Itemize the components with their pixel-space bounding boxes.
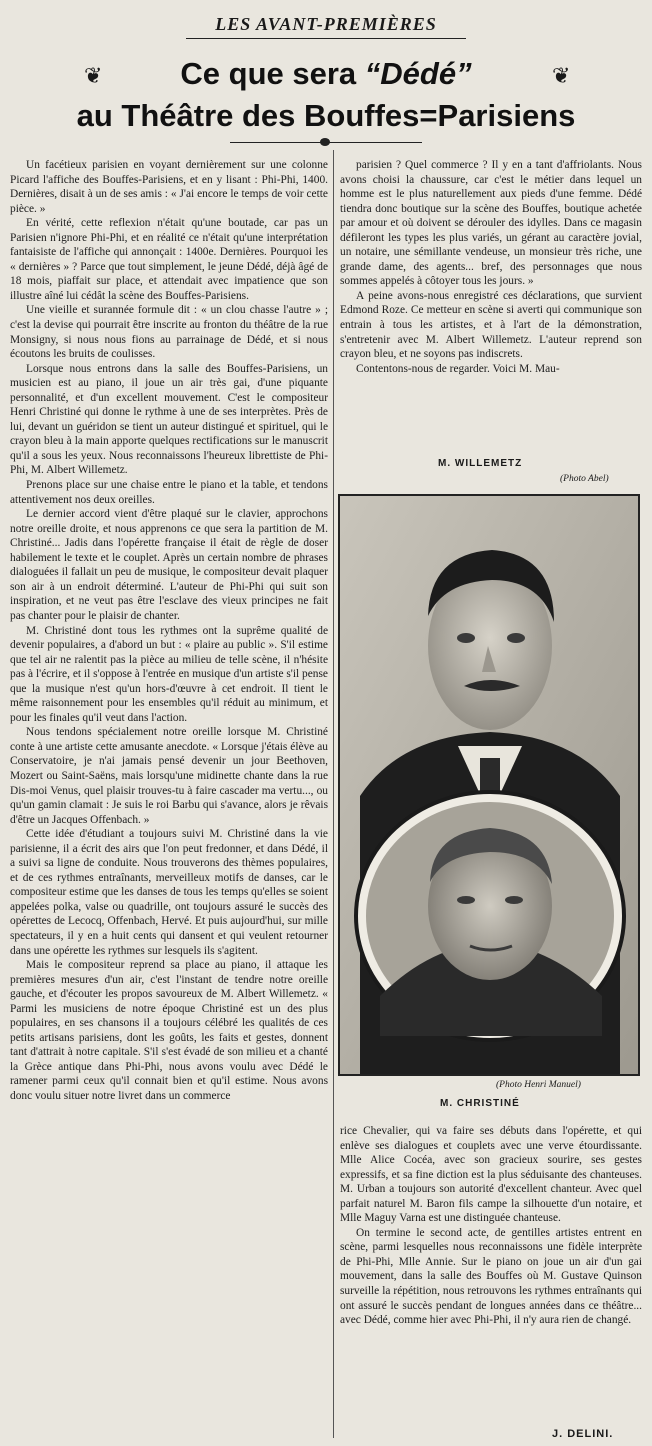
christine-portrait [356,792,624,1040]
photo-caption-christine: M. CHRISTINÉ [440,1098,520,1109]
paragraph: Prenons place sur une chaise entre le piano et la table, et tendons attentivement nos deux oreilles. [10,479,328,506]
paragraph: Cette idée d'étudiant a toujours suivi M. Christiné dans la vie parisienne, il a écrit des airs que l'on peut fredonner, et dans Dédé, il a suivi sa ligne de conduite. Nous trouverons des thèmes populaires, et de ces rythmes entraînants, merveilleux motifs de danses, car le compositeur estime que les danses de tous les temps qu'elles se soient appelées polka, valse ou quadrille, ont toujours assuré le succès des opérettes de Lecocq, Offenbach, Hervé. Et puis aujourd'hui, sur mille spectateurs, il y en a huit cents qui dansent et qui veulent retourner dans une opérette les rythmes sur lesquels ils s'agitent. [10,828,328,957]
paragraph: Nous tendons spécialement notre oreille lorsque M. Christiné conte à une artiste cette amusante anecdote. « Lorsque j'étais élève au Conservatoire, je n'ai jamais pensé devenir un jour Beethoven, Mozert ou Saint-Saëns, mais lorsqu'une midinette chante dans la rue Dis-moi Venus, quel plaisir trouves-tu à faire cascader ma vertu..., ou qu'un gamin clamait : Je suis le roi Barbu qui s'avance, alors je rêvais d'être un Jacques Offenbach. » [10,726,328,826]
right-column-top [340,158,642,376]
headline-line-1-pre: Ce que sera [180,56,365,91]
photo-composite [338,494,640,1076]
headline-play-title: “Dédé” [364,56,472,91]
photo-credit-manuel: (Photo Henri Manuel) [496,1080,581,1090]
paragraph: rice Chevalier, qui va faire ses débuts dans l'opérette, et qui enlève ses dialogues et couplets avec une verve étourdissante. Mlle Alice Cocéa, avec son gracieux sourire, ses gestes expressifs, et sa fine diction est la plus séduisante des chanteuses. M. Urban a toujours son autorité d'excellent chanteur. Avec quel parfait naturel M. Baron fils campe la silhouette d'un notaire, et Mlle Maguy Varna est une distinguée chanteuse. [340,1125,642,1225]
portrait-photos [340,496,638,1074]
left-column [10,158,328,1104]
paragraph: Le dernier accord vient d'être plaqué sur le clavier, approchons notre oreille droite, et nous apprenons ce que sera la partition de M. Christiné... Jadis dans l'opérette française il était de règle de doser habilement le texte et le couplet. Après un certain nombre de phrases dialoguées il fallait un peu de musique, le compositeur devait plaquer son air à un endroit déterminé. L'auteur de Phi-Phi qui suit son inspiration, et ne veut pas être l'esclave des vieux principes ne fait pas chanter pour le plaisir de chanter. [10,508,328,622]
headline-line-2: au Théâtre des Bouffes=Parisiens [76,98,576,133]
paragraph: parisien ? Quel commerce ? Il y en a tant d'affriolants. Nous avons choisi la chaussure, car c'est le métier dans lequel un homme est le plus naturellement aux pieds d'une femme. Dédé tiendra donc boutique sur la scène des Bouffes, boutique achetée par amour et où doivent se dérouler des idylles. Dans ce magasin défileront les types les plus variés, un gérant au caractère jovial, un notaire, une sémillante vendeuse, un monsieur très riche, une grande dame, des agents... bref, des personnages que nous sommes appelés à côtoyer tous les jours. » [340,159,642,288]
fleuron-left-icon: ❦ [84,64,103,89]
column-divider [333,150,334,1438]
author-signature: J. DELINI. [552,1428,614,1440]
paragraph: A peine avons-nous enregistré ces déclarations, que survient Edmond Roze. Ce metteur en scène si averti qui communique son entrain à tous les artistes, et à l'art de la démonstration, s'entretenir avec M. Albert Willemetz. L'auteur reprend son crayon bleu, et ne soyons pas indiscrets. [340,289,642,361]
top-rule [186,38,466,39]
headline-rule-ornament [320,138,330,146]
section-title: LES AVANT-PREMIÈRES [215,14,437,34]
headline-line-1 [0,56,652,92]
paragraph: M. Christiné dont tous les rythmes ont la suprême qualité de devenir populaires, a d'abord un but : « plaire au public ». S'il estime que tel air ne ralentit pas la pièce au milieu de telle scène, il n'hésite pas à l'écrire, et il s'oppose à l'entrée en musique d'un artiste s'il pense que la musique n'est qu'un hors-d'œuvre à cet endroit. Il tient le même raisonnement pour les ensembles qu'il réduit au minimum, et pour les finales qu'il veut dans l'action. [10,624,328,724]
paragraph: On termine le second acte, de gentilles artistes entrent en scène, parmi lesquelles nous reconnaissons une fidèle interprète de Phi-Phi, Mlle Annie. Sur le piano on joue un air d'un gai mouvement, dans la salle des Bouffes où M. Gustave Quinson surveille la répétition, nous retrouvons les rythmes entraînants qui ont assuré le succès pendant de longues années dans ce théâtre... avec Dédé, comme hier avec Phi-Phi, il n'y aura rien de changé. [340,1226,642,1327]
paragraph: Lorsque nous entrons dans la salle des Bouffes-Parisiens, un musicien est au piano, il joue un air très gai, d'une piquante personnalité, et d'un excellent mouvement. C'est le compositeur Henri Christiné qui donne le rythme à une de ses interprètes. Près de lui, devant un guéridon se tient un auteur distingué et spirituel, qui le crayon bleu à la main apporte quelques rectifications sur le manuscrit qu'il a sous les yeux. Nous reconnaissons l'heureux librettiste de Phi-Phi, M. Albert Willemetz. [10,362,328,477]
paragraph: Une vieille et surannée formule dit : « un clou chasse l'autre » ; c'est la devise qui pourrait être inscrite au fronton du théâtre de la rue Monsigny, si nous nous fions au parrainage de Dédé, et si nous écoutons les bruits de coulisses. [10,304,328,361]
paragraph: En vérité, cette reflexion n'était qu'une boutade, car pas un Parisien n'ignore Phi-Phi, et en réalité ce n'était qu'une interprétation fantaisiste de l'affiche qui annonçait : 1400e. Dernières. Pourquoi les « dernières » ? Parce que tout simplement, le jeune Dédé, déjà âgé de 18 mois, piaffait sur place, et attendait avec impatience que son illustre aîné lui cédât la scène des Bouffes-Parisiens. [10,217,328,302]
paragraph: Contentons-nous de regarder. Voici M. Mau- [356,362,560,375]
photo-credit-abel: (Photo Abel) [560,474,609,484]
paragraph: Mais le compositeur reprend sa place au piano, il attaque les premières mesures d'un air, c'est l'instant de tendre notre oreille gauche, et d'écouter les propos savoureux de M. Albert Willemetz. « Parmi les musiciens de notre époque Christiné est un des plus populaires, en ses chansons il a toujours célébré les qualités de ces petits artisans parisiens, dont les goûts, les faits et gestes, donnent tant d'attrait à notre capitale. S'il s'est évadé de son milieu et a chanté la Grèce antique dans Phi-Phi, nous avons voulu avec Dédé le ramener parmi ceux qu'il connait bien et qu'il estime. Nous avons donc voulu situer notre livret dans un commerce [10,959,328,1102]
right-column-bottom [340,1124,642,1328]
fleuron-right-icon: ❦ [552,64,571,89]
paragraph: Un facétieux parisien en voyant dernièrement sur une colonne Picard l'affiche des Bouffes-Parisiens, et en y lisant : Phi-Phi, 1400. Dernières, disait à un de ses amis : « J'ai encore le temps de voir cette pièce. » [10,159,328,215]
photo-caption-willemetz: M. WILLEMETZ [438,458,523,469]
